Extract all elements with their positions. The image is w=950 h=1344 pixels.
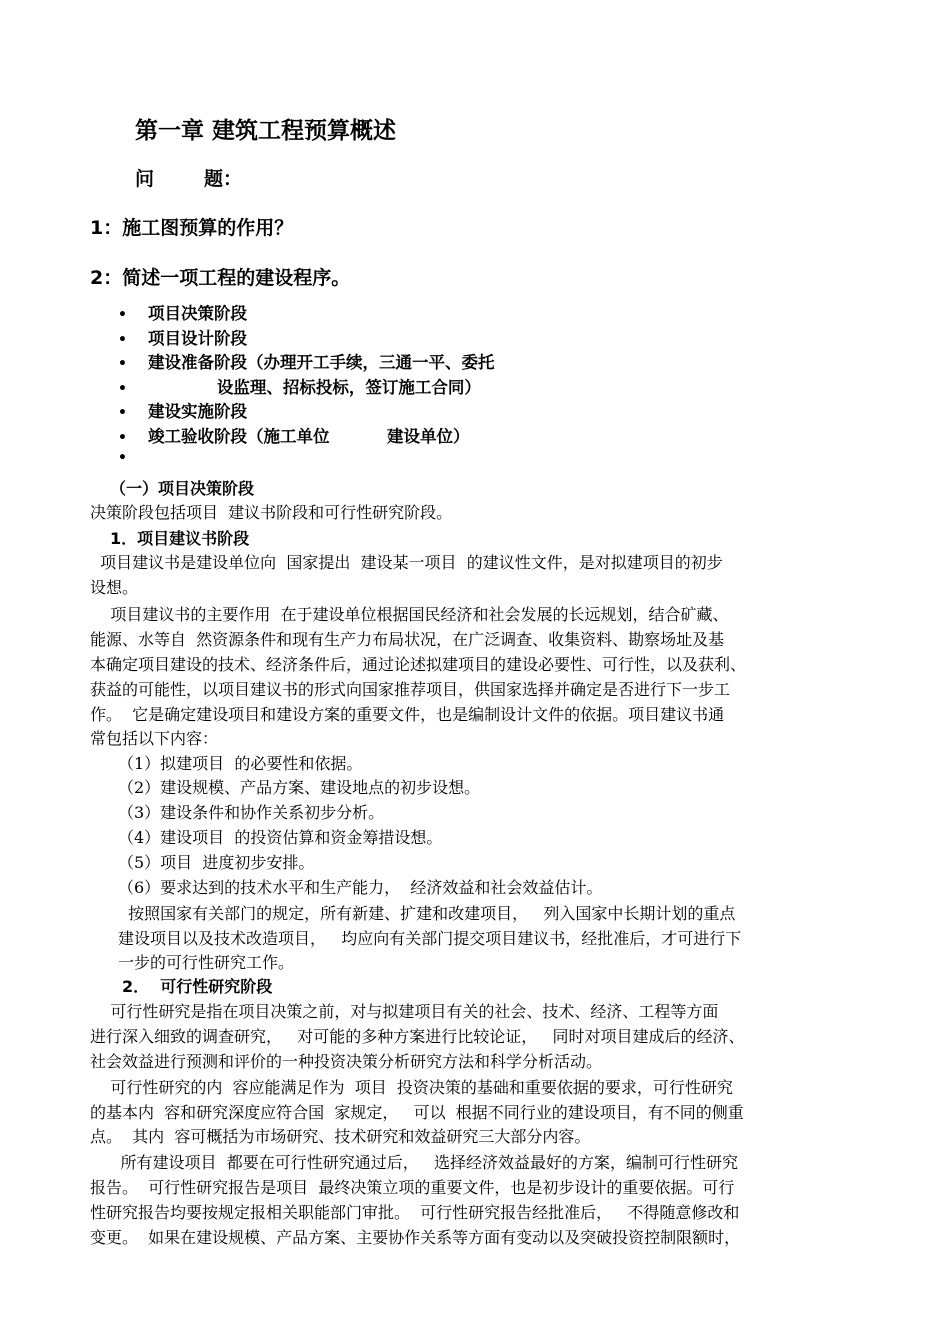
- paragraph-line: 获益的可能性，以项目建议书的形式向国家推荐项目，供国家选择并确定是否进行下一步工: [90, 680, 731, 699]
- list-item: • 建设实施阶段: [118, 402, 247, 421]
- bullet-icon: •: [118, 380, 127, 397]
- paragraph-line: 建设项目以及技术改造项目， 均应向有关部门提交项目建议书，经批准后，才可进行下: [118, 929, 742, 948]
- bullet-icon: •: [118, 450, 127, 466]
- question-1: 1：施工图预算的作用？: [90, 217, 294, 239]
- paragraph-line: 可行性研究是指在项目决策之前，对与拟建项目有关的社会、技术、经济、工程等方面: [90, 1002, 719, 1021]
- construction-stages-list: [118, 300, 495, 472]
- paragraph-line: 可行性研究的内 容应能满足作为 项目 投资决策的基础和重要依据的要求，可行性研究: [90, 1078, 733, 1097]
- paragraph-line: 设想。: [90, 578, 139, 597]
- paragraph-line: 性研究报告均要按规定报相关职能部门审批。 可行性研究报告经批准后， 不得随意修改和: [90, 1203, 740, 1222]
- questions-label: [135, 164, 242, 191]
- list-item: （4）建设项目 的投资估算和资金筹措设想。: [118, 828, 443, 847]
- bullet-icon: •: [118, 405, 127, 421]
- paragraph-line: 一步的可行性研究工作。: [118, 953, 295, 972]
- paragraph-line: 所有建设项目 都要在可行性研究通过后， 选择经济效益最好的方案，编制可行性研究: [90, 1153, 738, 1172]
- paragraph-line: 作。 它是确定建设项目和建设方案的重要文件，也是编制设计文件的依据。项目建议书通: [90, 705, 725, 724]
- paragraph-line: 项目建议书的主要作用 在于建设单位根据国民经济和社会发展的长远规划，结合矿藏、: [90, 605, 729, 624]
- list-item: （1）拟建项目 的必要性和依据。: [118, 754, 363, 773]
- paragraph-line: 本确定项目建设的技术、经济条件后，通过论述拟建项目的建设必要性、可行性，以及获利、: [90, 655, 747, 674]
- paragraph-line: 报告。 可行性研究报告是项目 最终决策立项的重要文件，也是初步设计的重要依据。可行: [90, 1178, 735, 1197]
- bullet-icon: •: [118, 331, 127, 348]
- list-item: • 项目设计阶段: [118, 328, 247, 348]
- questions-label-char2: 题：: [204, 168, 243, 190]
- questions-label-char1: 问: [135, 168, 155, 190]
- paragraph-line: 变更。 如果在建设规模、产品方案、主要协作关系等方面有变动以及突破投资控制限额时，: [90, 1228, 741, 1247]
- subsection-heading: 1．项目建议书阶段: [110, 529, 250, 548]
- bullet-icon: •: [118, 307, 127, 323]
- paragraph-line: 进行深入细致的调查研究， 对可能的多种方案进行比较论证， 同时对项目建成后的经济、: [90, 1027, 745, 1046]
- list-item: （5）项目 进度初步安排。: [118, 853, 315, 872]
- bullet-icon: •: [118, 356, 127, 372]
- list-item: • 建设准备阶段（办理开工手续，三通一平、委托: [118, 353, 495, 372]
- paragraph-line: 常包括以下内容：: [90, 729, 219, 748]
- list-item: • 项目决策阶段: [118, 304, 247, 323]
- bullet-icon: •: [118, 429, 127, 446]
- section-intro: 决策阶段包括项目 建议书阶段和可行性研究阶段。: [90, 503, 453, 522]
- paragraph-line: 项目建议书是建设单位向 国家提出 建设某一项目 的建议性文件，是对拟建项目的初步: [90, 553, 723, 572]
- list-item: [118, 447, 495, 472]
- paragraph-line: 点。 其内 容可概括为市场研究、技术研究和效益研究三大部分内容。: [90, 1127, 591, 1146]
- list-item: • 竣工验收阶段（施工单位 建设单位）: [118, 426, 470, 446]
- section-heading: （一）项目决策阶段: [110, 479, 255, 498]
- list-item: • 设监理、招标投标，签订施工合同）: [118, 377, 481, 397]
- paragraph-line: 社会效益进行预测和评价的一种投资决策分析研究方法和科学分析活动。: [90, 1052, 603, 1071]
- paragraph-line: 按照国家有关部门的规定，所有新建、扩建和改建项目， 列入国家中长期计划的重点: [118, 904, 736, 923]
- list-item: （6）要求达到的技术水平和生产能力， 经济效益和社会效益估计。: [118, 878, 603, 897]
- paragraph-line: 能源、水等自 然资源条件和现有生产力布局状况，在广泛调查、收集资料、勘察场址及基: [90, 630, 725, 649]
- subsection-heading: 2． 可行性研究阶段: [122, 977, 273, 996]
- paragraph-line: 的基本内 容和研究深度应符合国 家规定， 可以 根据不同行业的建设项目，有不同的侧重: [90, 1103, 744, 1122]
- question-2: 2：简述一项工程的建设程序。: [90, 267, 351, 289]
- list-item: （3）建设条件和协作关系初步分析。: [118, 803, 385, 822]
- chapter-title: 第一章 建筑工程预算概述: [135, 118, 397, 144]
- list-item: （2）建设规模、产品方案、建设地点的初步设想。: [118, 778, 481, 797]
